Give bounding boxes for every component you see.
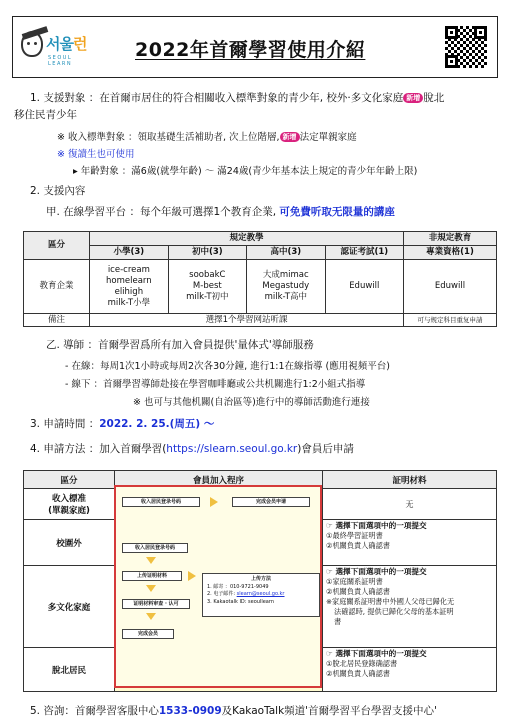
- signup-flowchart: [114, 485, 322, 688]
- arrow-down-icon: [146, 557, 156, 564]
- new-badge: 新增: [403, 93, 423, 103]
- section4-heading: 4. 申請方法 ：加入首爾學習(https://slearn.seoul.go.kr)會員后申請: [30, 443, 354, 455]
- mid-providers: soobakC M-best milk-T初中: [168, 260, 246, 314]
- section3-heading: 3. 申請時間 ：2022. 2. 25.(周五) ～: [30, 418, 215, 430]
- tutor-online: - 在線：每周1次1小時或每周2次各30分鐘, 進行1:1在線指導 (應用視頻平台): [65, 361, 390, 372]
- flow-step-join2: 收入居民登录号码: [122, 543, 188, 553]
- row-defector: 脫北居民: [24, 648, 115, 692]
- email-link[interactable]: slearn@seoul.go.kr: [236, 591, 285, 597]
- apply-date: 2022. 2. 25.(周五) ～: [99, 418, 215, 430]
- new-badge: 新增: [280, 132, 300, 142]
- tutor-offline: - 線下 ：首爾學習導師赴接在學習咖啡廳或公共机關進行1:2小組式指導: [65, 379, 366, 390]
- proof-defector: ☞ 選擇下面選項中的一項提交 ①脫北居民登錄确認書 ②机關負責人确認書: [323, 648, 497, 692]
- elem-providers: ice-cream homelearn elihigh milk-T小學: [90, 260, 168, 314]
- application-table: 區分 會員加入程序 証明材料 收入標准 (單親家庭) 无 校圍外 ☞ 選擇下面選項中的一項提交 ①最終學習証明書 ②机關負責人确認書 多文化家庭 ☞ 選擇下面選項中的一項提交 ①家庭關系証明書 ②机關負責人确認書 ※家庭關系証明書中外國人父母已歸化无 法確認時, 提供已歸化父母的基本証明 書 脫北居民 ☞ 選擇下面選項中的一項提交 ①脫北居民登錄确認書 ②机關負責人确認書: [23, 470, 497, 692]
- flow-step-review: 证明材料审查 · 认可: [122, 599, 190, 609]
- seoul-learn-logo: 서울런 SEOUL LEARN: [19, 27, 99, 67]
- upload-method-box: 上传方法 1. 邮寄 ：010-9721-9049 2. 电子邮件: slearn@seoul.go.kr 3. Kakaotalk ID: seoullearn: [202, 573, 320, 617]
- page-title: 2022年首爾學習使用介紹: [135, 39, 366, 61]
- row-multicultural: 多文化家庭: [24, 566, 115, 648]
- row-label-edu-company: 教育企業: [24, 260, 90, 314]
- note-right: 可与规定科目重复申請: [404, 314, 497, 327]
- slearn-link[interactable]: https://slearn.seoul.go.kr: [166, 443, 298, 455]
- flow-step-upload: 上传证明材料: [122, 571, 182, 581]
- cert-provider: Eduwill: [325, 260, 403, 314]
- arrow-down-icon: [146, 613, 156, 620]
- document-header: [12, 16, 498, 78]
- high-providers: 大成mimac Megastudy milk-T高中: [247, 260, 325, 314]
- qr-code-icon: [445, 26, 487, 68]
- row-outside-school: 校圍外: [24, 520, 115, 566]
- student-face-icon: [21, 31, 43, 57]
- flow-step-join: 收入居民登录号码: [122, 497, 200, 507]
- tutor-heading: 乙. 導師 ：首爾學習爲所有加入會員提供'量体式'導師服務: [46, 339, 314, 351]
- flow-step-apply: 完成会员申请: [232, 497, 310, 507]
- qual-provider: Eduwill: [404, 260, 497, 314]
- arrow-right-icon: [210, 497, 218, 507]
- section2-heading: 2. 支援內容: [30, 185, 86, 197]
- tutor-offline-note: ※ 也可与其他机關(自治區等)進行中的導師活動進行連接: [133, 397, 370, 408]
- row-income: 收入標准 (單親家庭): [24, 489, 115, 520]
- age-target: ▸ 年齡對象 ：滿6歲(就學年齡) ～ 滿24歲(青少年基本法上規定的青少年年齡上限): [73, 166, 418, 177]
- note-text: 選擇1个學習网站听課: [90, 314, 404, 327]
- flow-step-done: 完成会员: [122, 629, 174, 639]
- note-label: 備注: [24, 314, 90, 327]
- online-platform-heading: 甲. 在線學習平台 ：每个年級可選擇1个教育企業, 可免費听取无限量的講座: [46, 206, 395, 218]
- section1-heading-line2: 移住民青少年: [14, 109, 77, 121]
- table-header-regular: 規定教學: [90, 232, 404, 246]
- income-note: ※ 收入標準對象 ：領取基礎生活補助者, 次上位階層, 新增 法定單親家庭: [57, 132, 357, 143]
- section1-heading: 1. 支援對象 ：在首爾市居住的符合相關收入標準對象的青少年, 校外·多文化家庭 新增 脫北: [30, 92, 445, 104]
- proof-outside: ☞ 選擇下面選項中的一項提交 ①最終學習証明書 ②机關負責人确認書: [323, 520, 497, 566]
- arrow-right-icon: [188, 571, 196, 581]
- section5-contact: 5. 咨詢：首爾學習客服中心1533-0909及KakaoTalk頻道'首爾學習平台學習支援中心': [30, 705, 437, 717]
- table-header-division: 區分: [24, 232, 90, 260]
- proof-multicultural: ☞ 選擇下面選項中的一項提交 ①家庭關系証明書 ②机關負責人确認書 ※家庭關系証明書中外國人父母已歸化无 法確認時, 提供已歸化父母的基本証明 書: [323, 566, 497, 648]
- reapply-note: ※ 復讀生也可使用: [57, 149, 135, 160]
- table-header-irregular: 非規定教育: [404, 232, 497, 246]
- arrow-down-icon: [146, 585, 156, 592]
- support-content-table: 區分 規定教學 非規定教育 小學(3) 初中(3) 高中(3) 認证考試(1) 專業資格(1) 教育企業 ice-cream homelearn elihigh milk-T小學 soobakC M-best milk-T初中 大成mimac Megastudy milk-T高中 Eduwill Eduwill 備注 選擇1个學習网站听課 可与规定科目重复申請: [23, 231, 497, 327]
- contact-phone: 1533-0909: [158, 705, 222, 717]
